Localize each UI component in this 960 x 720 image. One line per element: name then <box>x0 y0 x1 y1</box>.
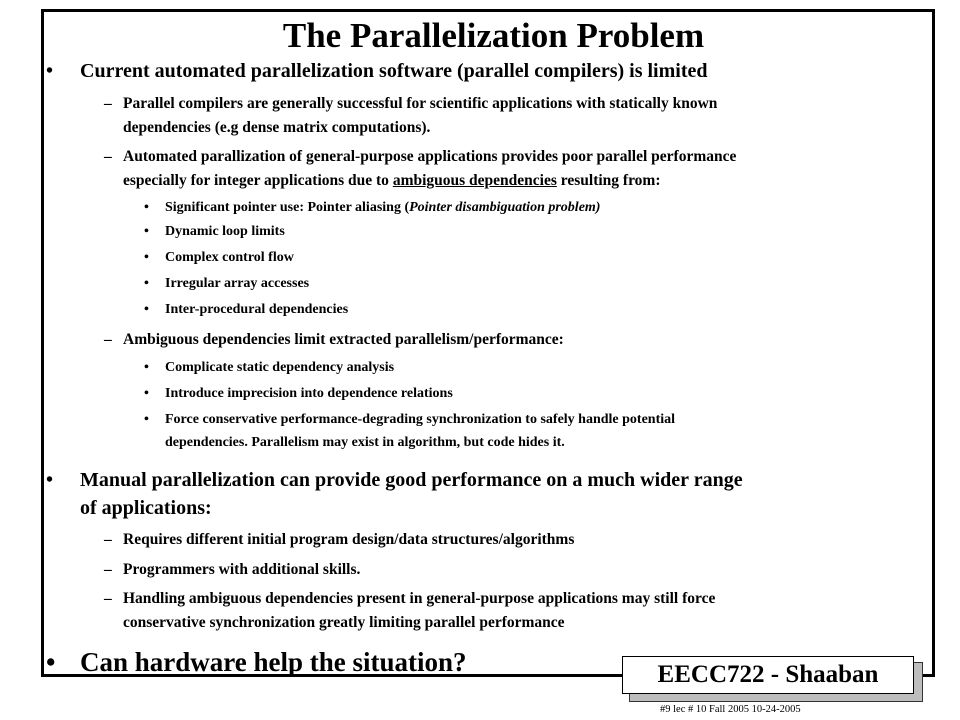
bullet-hardware-question: Can hardware help the situation? <box>80 647 467 677</box>
cause-dynamic-loop-limits: Dynamic loop limits <box>165 224 285 239</box>
sub-item-different-design: Requires different initial program design/data structures/algorithms <box>123 531 575 548</box>
cause-complex-control-flow: Complex control flow <box>165 250 294 265</box>
effect-imprecision: Introduce imprecision into dependence relations <box>165 386 453 401</box>
effect-conservative-sync-line1: Force conservative performance-degrading synchronization to safely handle potential <box>165 412 676 427</box>
dash-marker: – <box>104 331 112 348</box>
bullet-marker: • <box>144 360 149 375</box>
bullet-manual-parallelization-line1: Manual parallelization can provide good performance on a much wider range <box>80 469 743 491</box>
bullet-marker: • <box>46 647 56 677</box>
course-badge: EECC722 - Shaaban <box>622 656 914 694</box>
dash-marker: – <box>104 590 112 607</box>
cause-pointer-aliasing: Significant pointer use: Pointer aliasing (Pointer disambiguation problem) <box>165 200 601 215</box>
sub-item-general-purpose-line2: especially for integer applications due to ambiguous dependencies resulting from: <box>123 172 661 189</box>
slide-footer: #9 lec # 10 Fall 2005 10-24-2005 <box>660 704 801 715</box>
dash-marker: – <box>104 531 112 548</box>
sub-item-programmer-skills: Programmers with additional skills. <box>123 561 361 578</box>
bullet-marker: • <box>144 224 149 239</box>
bullet-marker: • <box>144 412 149 427</box>
sub-item-ambiguous-still-line2: conservative synchronization greatly limiting parallel performance <box>123 614 565 631</box>
cause-irregular-array-accesses: Irregular array accesses <box>165 276 310 291</box>
bullet-marker: • <box>144 250 149 265</box>
effect-conservative-sync-line2: dependencies. Parallelism may exist in algorithm, but code hides it. <box>165 435 565 450</box>
dash-marker: – <box>104 95 112 112</box>
sub-item-ambiguous-still-line1: Handling ambiguous dependencies present in general-purpose applications may still force <box>123 590 716 607</box>
cause-inter-procedural: Inter-procedural dependencies <box>165 302 349 317</box>
bullet-manual-parallelization-line2: of applications: <box>80 497 212 519</box>
bullet-marker: • <box>144 200 149 215</box>
effect-static-analysis: Complicate static dependency analysis <box>165 360 395 375</box>
sub-item-general-purpose-line1: Automated parallization of general-purpose applications provides poor parallel performance <box>123 148 737 165</box>
bullet-marker: • <box>46 60 54 82</box>
sub-item-scientific-line1: Parallel compilers are generally successful for scientific applications with statically known <box>123 95 718 112</box>
sub-item-ambiguous-limit: Ambiguous dependencies limit extracted parallelism/performance: <box>123 331 564 348</box>
bullet-marker: • <box>144 302 149 317</box>
bullet-marker: • <box>46 469 54 491</box>
underlined-term: ambiguous dependencies <box>392 172 557 189</box>
bullet-marker: • <box>144 276 149 291</box>
dash-marker: – <box>104 148 112 165</box>
bullet-marker: • <box>144 386 149 401</box>
dash-marker: – <box>104 561 112 578</box>
slide-title: The Parallelization Problem <box>282 16 705 55</box>
sub-item-scientific-line2: dependencies (e.g dense matrix computations). <box>123 119 431 136</box>
bullet-compilers-limited: Current automated parallelization software (parallel compilers) is limited <box>80 60 708 82</box>
